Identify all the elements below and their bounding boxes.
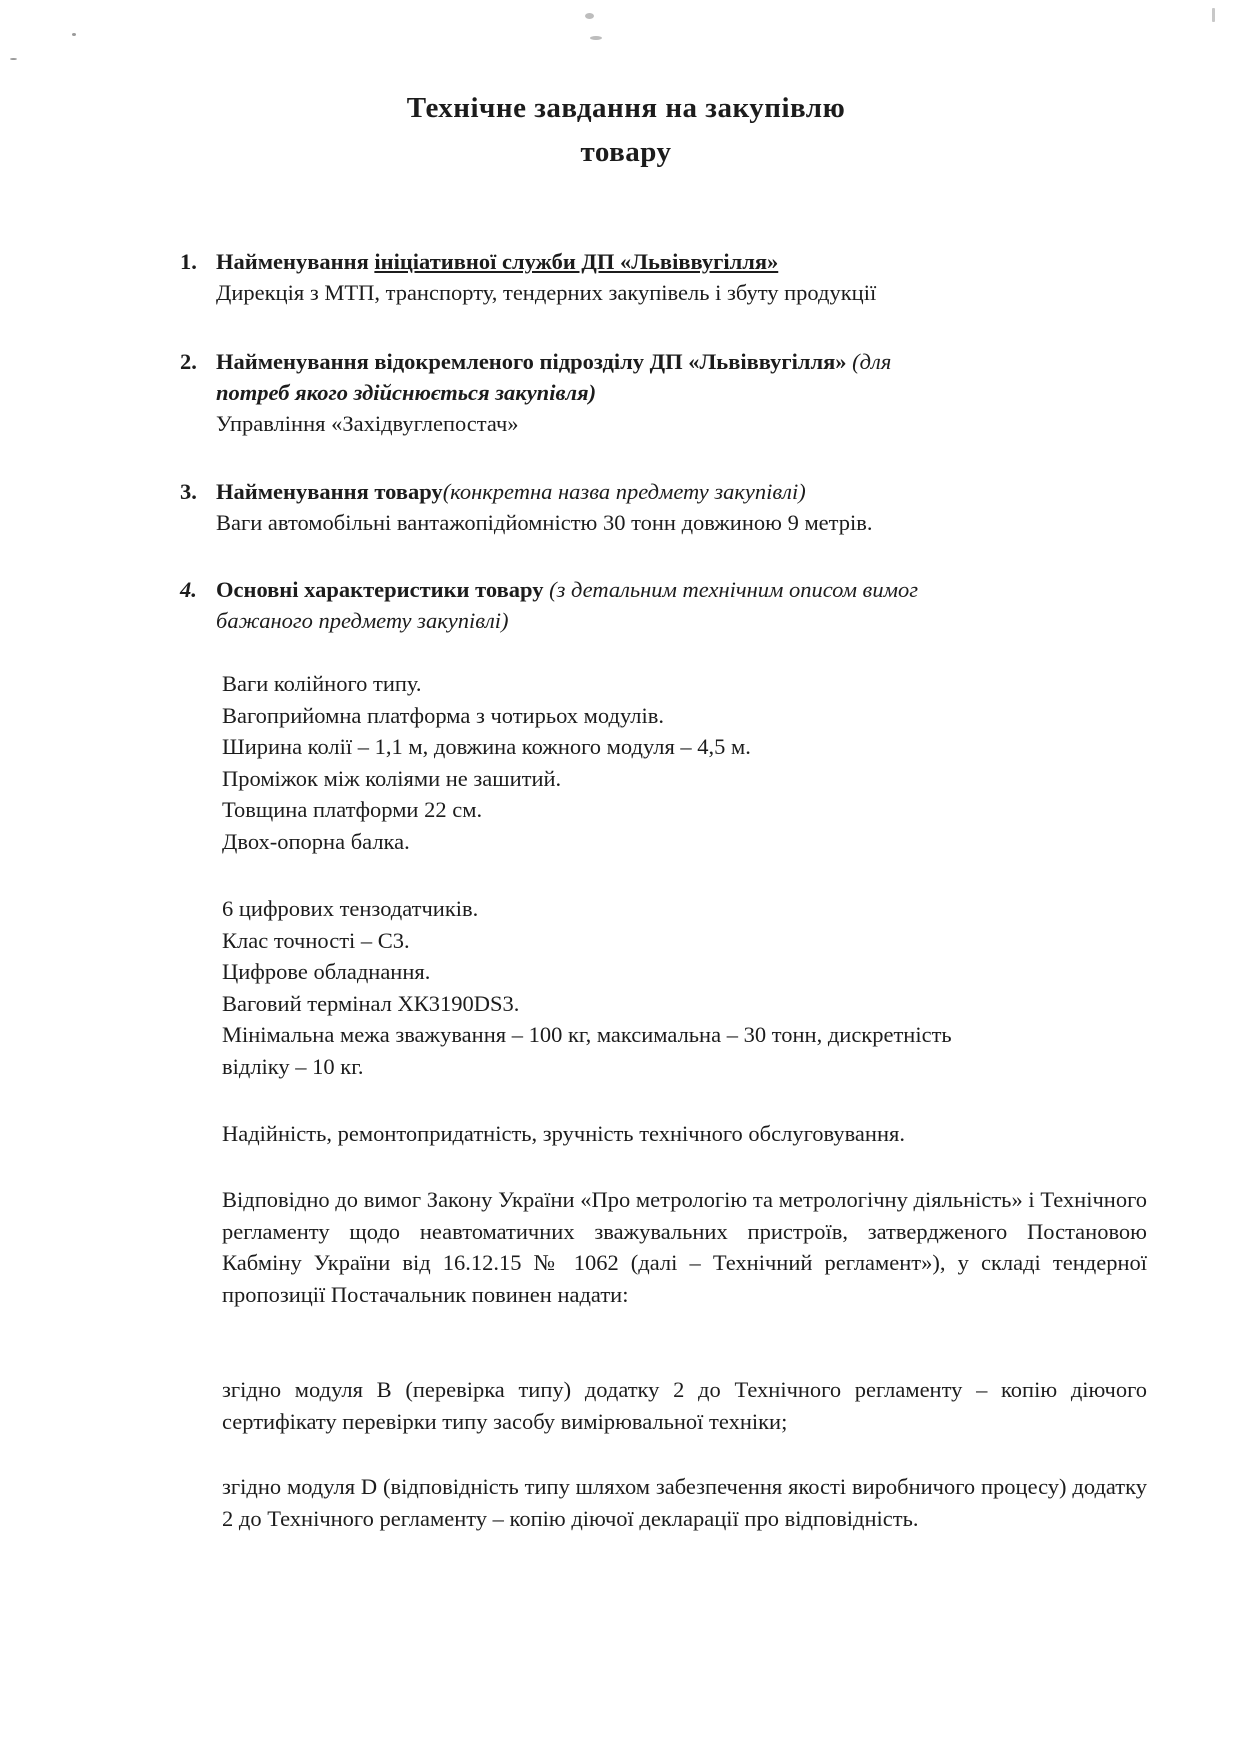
section-4 <box>180 574 1140 636</box>
specs-group-1 <box>222 668 1147 857</box>
section-note: (для <box>846 349 892 374</box>
scan-speck <box>585 13 594 19</box>
title-line-2: товару <box>580 136 672 168</box>
section-heading: Найменування відокремленого підрозділу ДП «Львіввугілля» <box>216 349 847 374</box>
section-heading <box>216 246 1140 277</box>
section-heading: Основні характеристики товару <box>216 577 544 602</box>
spec-line: Проміжок між коліями не зашитий. <box>222 765 562 791</box>
section-heading: Найменування товару <box>216 479 443 504</box>
spec-line: відліку – 10 кг. <box>222 1053 364 1079</box>
specs-group-2 <box>222 893 1147 1082</box>
heading-plain: Найменування <box>216 249 375 274</box>
module-d-paragraph: згідно модуля D (відповідність типу шляхом забезпечення якості виробничого процесу) додатку 2 до Технічного регламенту – копію діючої декларації про відповідність. <box>222 1474 1147 1531</box>
section-note: (з детальним технічним описом вимог <box>543 577 918 602</box>
spec-line: Товщина платформи 22 см. <box>222 797 483 822</box>
reliability-line: Надійність, ремонтопридатність, зручність технічного обслуговування. <box>222 1121 905 1146</box>
title-line-1: Технічне завдання на закупівлю <box>406 92 846 124</box>
section-note-cont: потреб якого здійснюється закупівля) <box>216 380 597 405</box>
spec-line: Мінімальна межа зважування – 100 кг, максимальна – 30 тонн, дискретність <box>222 1022 952 1047</box>
section-number: 1. <box>180 249 197 274</box>
section-3 <box>180 476 1140 538</box>
section-note-cont: бажаного предмету закупівлі) <box>216 608 509 633</box>
scan-speck <box>1212 8 1215 22</box>
section-number: 2. <box>180 349 197 374</box>
section-note: (конкретна назва предмету закупівлі) <box>442 479 806 504</box>
scan-speck <box>72 33 76 36</box>
spec-line: Ширина колії – 1,1 м, довжина кожного модуля – 4,5 м. <box>222 734 751 759</box>
spec-line: Цифрове обладнання. <box>222 959 431 984</box>
section-text: Дирекція з МТП, транспорту, тендерних закупівель і збуту продукції <box>216 280 877 305</box>
section-number: 3. <box>180 479 197 504</box>
spec-line: Вагоприйомна платформа з чотирьох модулів. <box>222 702 664 728</box>
section-text: Управління «Західвуглепостач» <box>216 411 519 436</box>
spec-line: Клас точності – С3. <box>222 927 410 953</box>
heading-underlined: ініціативної служби ДП «Львіввугілля» <box>374 249 779 274</box>
law-paragraph: Відповідно до вимог Закону України «Про метрологію та метрологічну діяльність» і Технічного регламенту щодо неавтоматичних зважувальних пристроїв, затвердженого Постановою Кабміну України від 16.12.15 № 1062 (далі – Технічний регламент»), у складі тендерної пропозиції Постачальник повинен надати: <box>222 1187 1147 1307</box>
section-1 <box>180 246 1140 308</box>
module-b-paragraph: згідно модуля В (перевірка типу) додатку 2 до Технічного регламенту – копію діючого сертифікату перевірки типу засобу вимірювальної техніки; <box>222 1377 1147 1434</box>
scan-speck <box>10 58 17 60</box>
scan-speck <box>590 36 602 40</box>
spec-line: Двох-опорна балка. <box>222 828 410 854</box>
section-number: 4. <box>180 577 197 602</box>
spec-line: Ваги колійного типу. <box>222 671 422 696</box>
section-text: Ваги автомобільні вантажопідйомністю 30 тонн довжиною 9 метрів. <box>216 510 873 535</box>
spec-line: 6 цифрових тензодатчиків. <box>222 896 479 921</box>
section-2 <box>180 346 1140 439</box>
spec-line: Ваговий термінал ХК3190DS3. <box>222 990 520 1016</box>
